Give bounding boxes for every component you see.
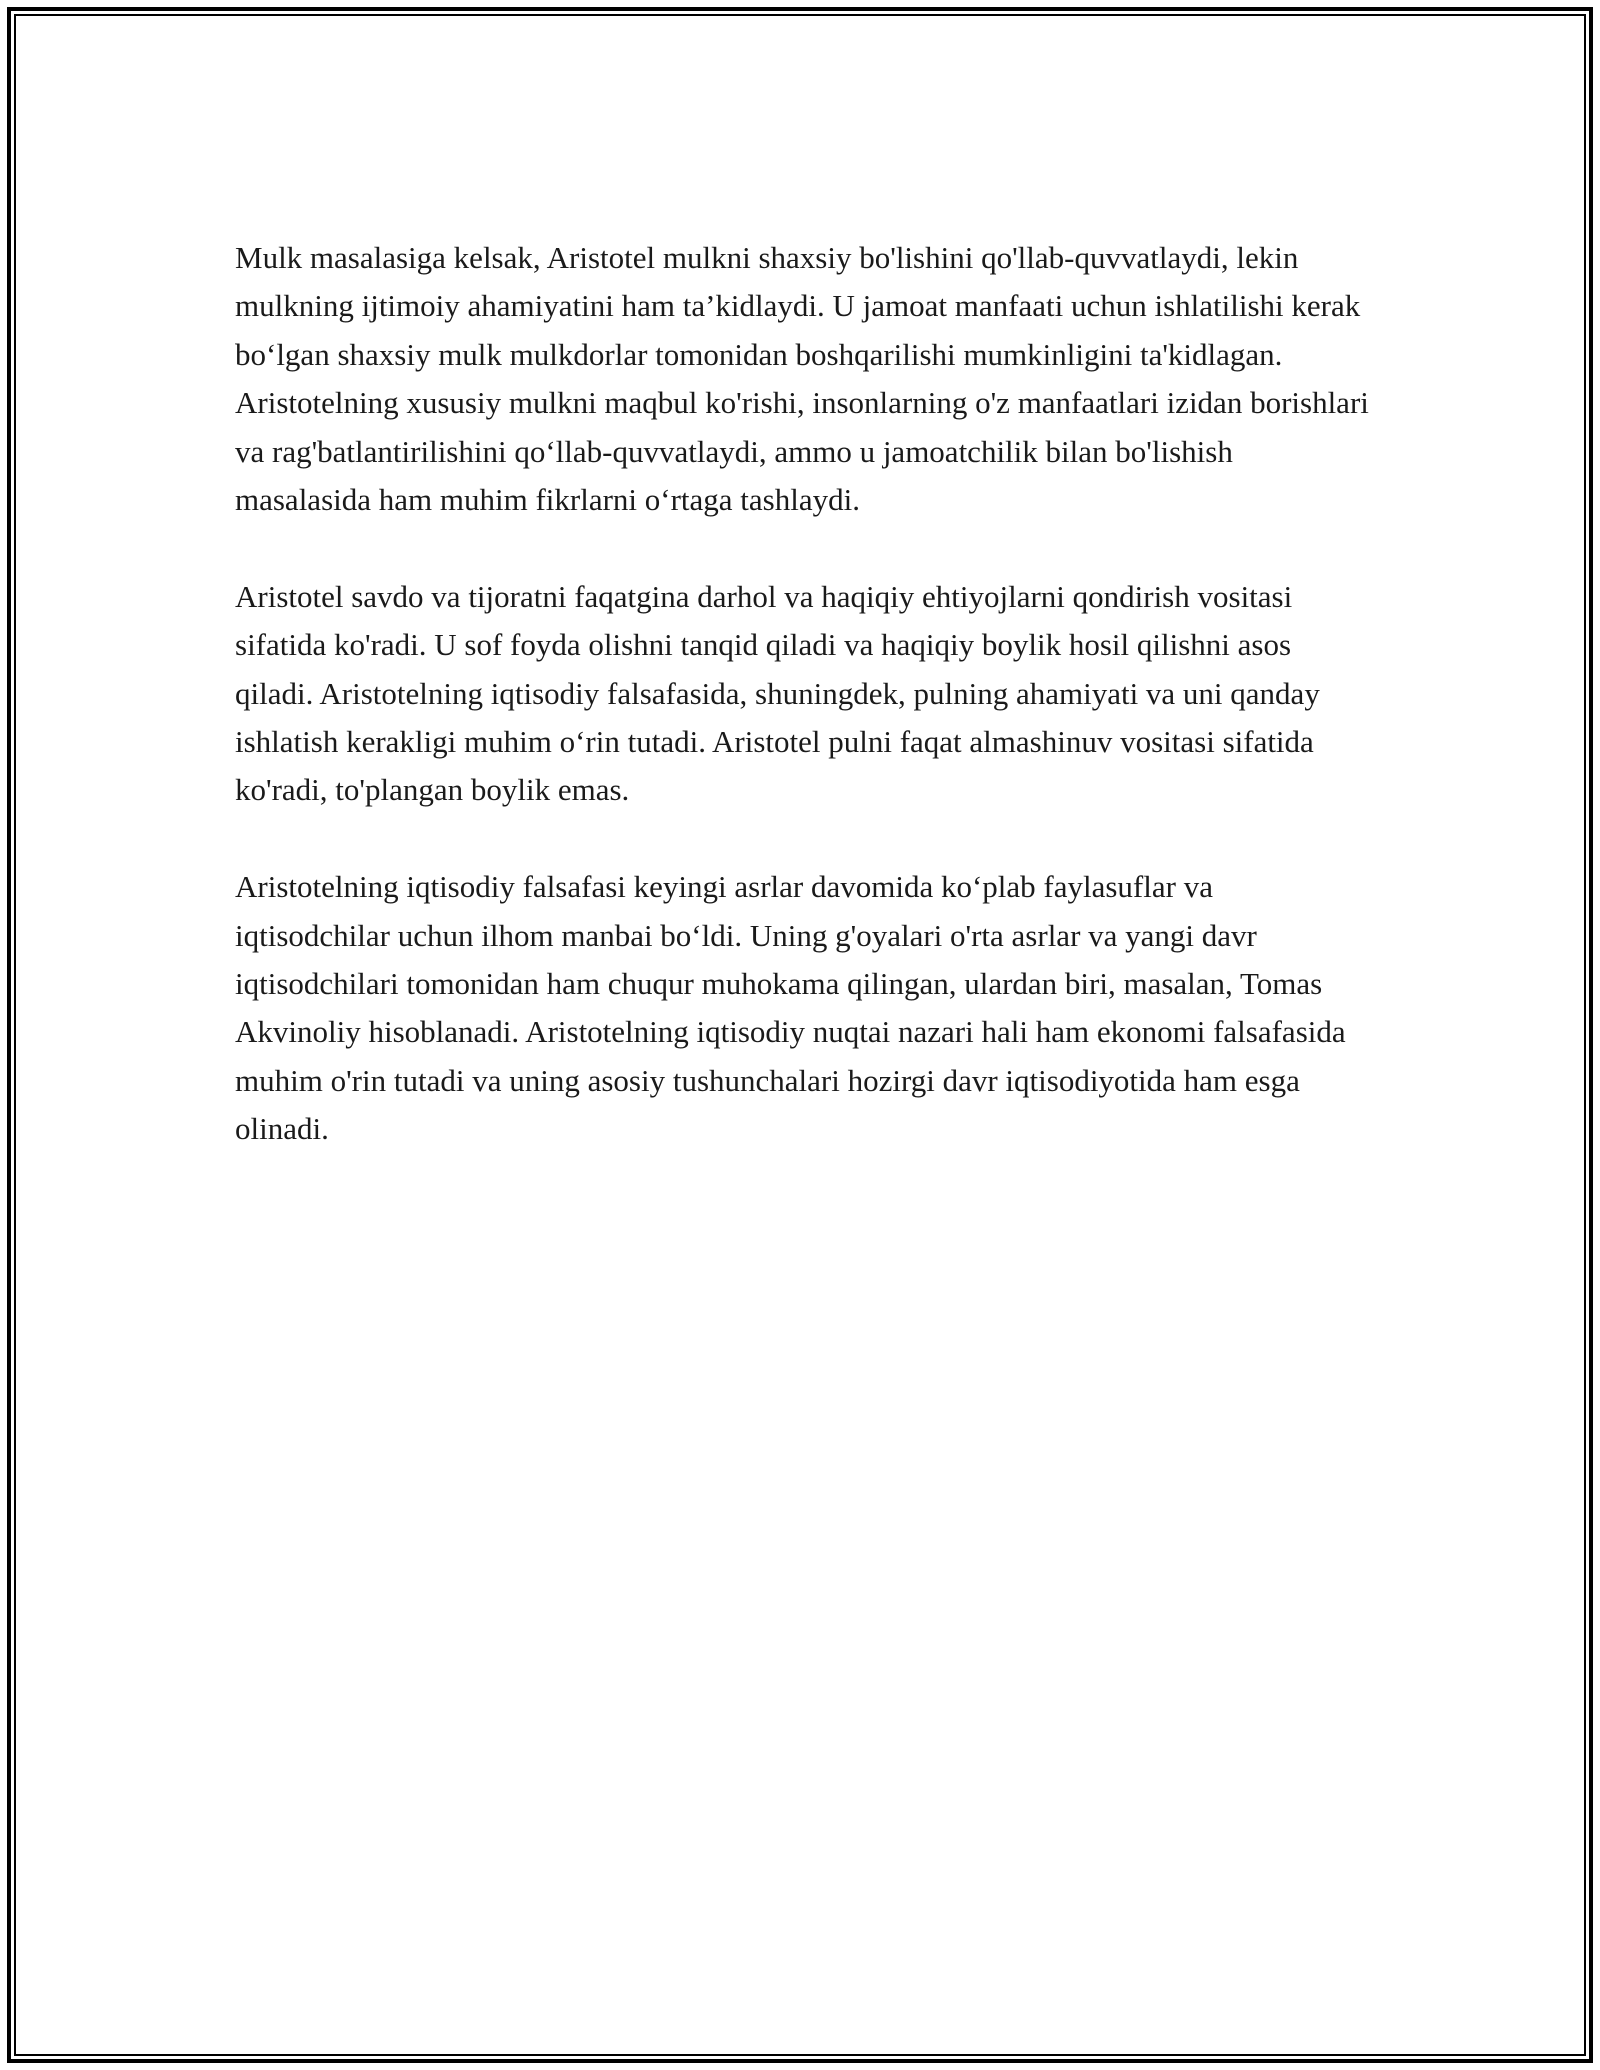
paragraph-2: Aristotel savdo va tijoratni faqatgina darhol va haqiqiy ehtiyojlarni qondirish vositasi sifatida ko'radi. U sof foyda olishni tanqid qiladi va haqiqiy boylik hosil qilishni asos qiladi. Aristotelning iqtisodiy falsafasida, shuningdek, pulning ahamiyati va uni qanday ishlatish kerakligi muhim o‘rin tutadi. Aristotel pulni faqat almashinuv vositasi sifatida ko'radi, to'plangan boylik emas. — [235, 578, 1320, 808]
document-body — [235, 234, 1370, 1154]
paragraph-1: Mulk masalasiga kelsak, Aristotel mulkni shaxsiy bo'lishini qo'llab-quvvatlaydi, lekin mulkning ijtimoiy ahamiyatini ham ta’kidlaydi. U jamoat manfaati uchun ishlatilishi kerak bo‘lgan shaxsiy mulk mulkdorlar tomonidan boshqarilishi mumkinligini ta'kidlagan. Aristotelning xususiy mulkni maqbul ko'rishi, insonlarning o'z manfaatlari izidan borishlari va rag'batlantirilishini qo‘llab-quvvatlaydi, ammo u jamoatchilik bilan bo'lishish masalasida ham muhim fikrlarni o‘rtaga tashlaydi. — [235, 240, 1369, 518]
paragraph-3: Aristotelning iqtisodiy falsafasi keyingi asrlar davomida ko‘plab faylasuflar va iqtisodchilar uchun ilhom manbai bo‘ldi. Uning g'oyalari o'rta asrlar va yangi davr iqtisodchilari tomonidan ham chuqur muhokama qilingan, ulardan biri, masalan, Tomas Akvinoliy hisoblanadi. Aristotelning iqtisodiy nuqtai nazari hali ham ekonomi falsafasida muhim o'rin tutadi va uning asosiy tushunchalari hozirgi davr iqtisodiyotida ham esga olinadi. — [235, 869, 1346, 1147]
